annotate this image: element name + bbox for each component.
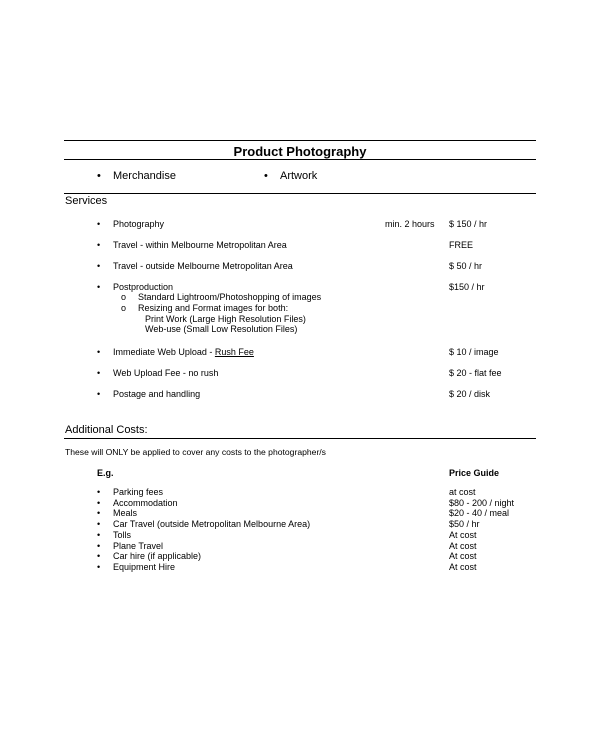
bullet: • [97, 498, 101, 508]
bullet: • [97, 562, 101, 572]
bullet: • [97, 389, 101, 399]
service-price: $ 20 - flat fee [449, 368, 502, 378]
sub-bullet: o [121, 303, 127, 313]
service-price: $ 150 / hr [449, 219, 488, 229]
service-label: Postproduction [113, 282, 174, 292]
bullet: • [97, 261, 101, 271]
services-heading: Services [65, 195, 108, 207]
additional-rule [64, 438, 536, 439]
cost-label: Equipment Hire [113, 562, 176, 572]
sub-bullet: o [121, 292, 127, 302]
service-time: min. 2 hours [385, 219, 435, 229]
service-label: Travel - outside Melbourne Metropolitan Area [113, 261, 293, 271]
service-label-text: Immediate Web Upload - [113, 347, 215, 357]
service-subsubitem: Web-use (Small Low Resolution Files) [145, 324, 298, 334]
bullet: • [97, 508, 101, 518]
service-label: Photography [113, 219, 165, 229]
service-label: Postage and handling [113, 389, 201, 399]
cost-price: At cost [449, 530, 477, 540]
bullet: • [97, 519, 101, 529]
cost-label: Accommodation [113, 498, 178, 508]
service-subitem: Resizing and Format images for both: [138, 303, 289, 313]
category-artwork: Artwork [280, 170, 318, 182]
cost-price: at cost [449, 487, 476, 497]
cost-price: At cost [449, 562, 477, 572]
category-bullet: • [97, 170, 101, 182]
price-guide-column-header: Price Guide [449, 468, 500, 478]
cost-label: Meals [113, 508, 138, 518]
eg-column-header: E.g. [97, 468, 114, 478]
title-rule [64, 159, 536, 160]
additional-note: These will ONLY be applied to cover any costs to the photographer/s [65, 447, 326, 457]
cost-label: Car Travel (outside Metropolitan Melbourne Area) [113, 519, 311, 529]
page-title: Product Photography [233, 144, 367, 159]
cost-label: Parking fees [113, 487, 164, 497]
cost-price: $50 / hr [449, 519, 480, 529]
category-merchandise: Merchandise [113, 170, 176, 182]
bullet: • [97, 240, 101, 250]
bullet: • [97, 551, 101, 561]
top-rule [64, 140, 536, 141]
cost-price: At cost [449, 551, 477, 561]
service-price: $ 20 / disk [449, 389, 491, 399]
bullet: • [97, 282, 101, 292]
bullet: • [97, 219, 101, 229]
service-subitem: Standard Lightroom/Photoshopping of images [138, 292, 322, 302]
service-price: $ 10 / image [449, 347, 499, 357]
service-label: Web Upload Fee - no rush [113, 368, 219, 378]
cost-price: $80 - 200 / night [449, 498, 515, 508]
cost-price: $20 - 40 / meal [449, 508, 510, 518]
service-price: $150 / hr [449, 282, 485, 292]
service-price: FREE [449, 240, 474, 250]
cost-label: Tolls [113, 530, 132, 540]
category-bullet: • [264, 170, 268, 182]
cost-label: Plane Travel [113, 541, 164, 551]
bullet: • [97, 541, 101, 551]
bullet: • [97, 368, 101, 378]
bullet: • [97, 530, 101, 540]
categories-rule [64, 193, 536, 194]
service-subsubitem: Print Work (Large High Resolution Files) [145, 314, 306, 324]
service-label [113, 347, 254, 357]
additional-costs-heading: Additional Costs: [65, 424, 148, 436]
cost-price: At cost [449, 541, 477, 551]
rush-fee-text: Rush Fee [214, 347, 254, 357]
bullet: • [97, 487, 101, 497]
bullet: • [97, 347, 101, 357]
cost-label: Car hire (if applicable) [113, 551, 202, 561]
service-label: Travel - within Melbourne Metropolitan Area [113, 240, 287, 250]
service-price: $ 50 / hr [449, 261, 483, 271]
